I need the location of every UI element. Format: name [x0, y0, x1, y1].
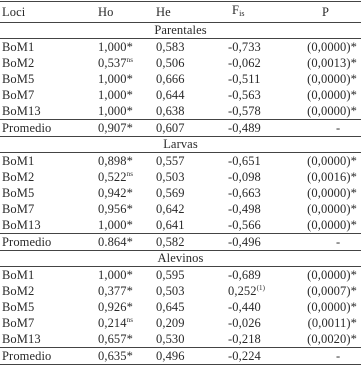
p-cell — [288, 331, 361, 348]
he-cell-value: 0,642 — [156, 202, 185, 216]
fis-cell — [208, 299, 288, 315]
average-p — [288, 348, 361, 365]
fis-cell — [208, 103, 288, 120]
p-cell-value: (0,0000)* — [307, 268, 357, 282]
fis-cell-value: -0,026 — [228, 316, 261, 330]
he-cell-value: 0,595 — [156, 268, 185, 282]
table-row — [0, 39, 361, 56]
he-cell-value: 0,641 — [156, 218, 185, 232]
header-he: He — [150, 2, 208, 23]
locus-cell — [0, 39, 82, 56]
ho-cell — [82, 299, 150, 315]
table-body — [0, 23, 361, 365]
p-cell — [288, 185, 361, 201]
average-ho-value: 0,635* — [98, 349, 133, 363]
locus-cell-value: BoM7 — [2, 202, 35, 216]
ho-cell-value: 1,000* — [98, 72, 133, 86]
p-cell-value: (0,0016)* — [307, 170, 357, 184]
he-cell — [150, 217, 208, 234]
average-he-value: 0,582 — [156, 235, 185, 249]
fis-cell-value: -0,663 — [228, 186, 261, 200]
ho-cell-value: 0,377* — [98, 284, 133, 298]
locus-cell-value: BoM1 — [2, 154, 35, 168]
locus-cell-value: BoM13 — [2, 218, 41, 232]
p-cell-value: (0,0000)* — [307, 300, 357, 314]
he-cell-value: 0,583 — [156, 40, 185, 54]
ho-cell — [82, 201, 150, 217]
locus-cell-value: BoM13 — [2, 104, 41, 118]
table-row — [0, 283, 361, 299]
average-p-value: - — [336, 121, 341, 135]
locus-cell — [0, 315, 82, 331]
he-cell-value: 0,666 — [156, 72, 185, 86]
fis-cell — [208, 39, 288, 56]
average-ho-value: 0.864* — [98, 235, 133, 249]
he-cell — [150, 185, 208, 201]
locus-cell — [0, 283, 82, 299]
p-cell — [288, 169, 361, 185]
he-cell-value: 0,503 — [156, 284, 185, 298]
p-cell-value: (0,0020)* — [307, 332, 357, 346]
ho-cell — [82, 87, 150, 103]
p-cell — [288, 39, 361, 56]
average-he-value: 0,496 — [156, 349, 185, 363]
table-row — [0, 315, 361, 331]
locus-cell — [0, 185, 82, 201]
ho-cell — [82, 39, 150, 56]
section-title: Alevinos — [0, 251, 361, 267]
ho-cell-superscript: ns — [126, 170, 134, 178]
header-fis — [208, 2, 288, 23]
fis-cell — [208, 283, 288, 299]
he-cell — [150, 283, 208, 299]
table-row — [0, 169, 361, 185]
average-fis — [208, 120, 288, 137]
ho-cell-value: 0,926* — [98, 300, 133, 314]
average-label-value: Promedio — [2, 349, 52, 363]
p-cell-value: (0,0000)* — [307, 40, 357, 54]
average-he — [150, 120, 208, 137]
section-header-row — [0, 23, 361, 39]
ho-cell-value: 0,522 — [98, 170, 127, 184]
fis-cell-value: -0,498 — [228, 202, 261, 216]
fis-cell — [208, 71, 288, 87]
he-cell-value: 0,645 — [156, 300, 185, 314]
he-cell — [150, 169, 208, 185]
table-row — [0, 299, 361, 315]
table-row — [0, 185, 361, 201]
he-cell — [150, 267, 208, 284]
p-cell — [288, 55, 361, 71]
average-fis-value: -0,489 — [228, 121, 261, 135]
p-cell — [288, 87, 361, 103]
locus-cell-value: BoM13 — [2, 332, 41, 346]
table-row — [0, 55, 361, 71]
ho-cell — [82, 283, 150, 299]
ho-cell-value: 0,898* — [98, 154, 133, 168]
average-p-value: - — [336, 235, 341, 249]
p-cell-value: (0,0000)* — [307, 186, 357, 200]
he-cell — [150, 201, 208, 217]
fis-cell — [208, 217, 288, 234]
p-cell — [288, 283, 361, 299]
he-cell — [150, 71, 208, 87]
table-row — [0, 103, 361, 120]
fis-cell-value: -0,578 — [228, 104, 261, 118]
fis-cell-value: -0,062 — [228, 56, 261, 70]
ho-cell-superscript: ns — [126, 316, 134, 324]
ho-cell-superscript: ns — [126, 56, 134, 64]
he-cell-value: 0,530 — [156, 332, 185, 346]
fis-cell-value: 0,252 — [228, 284, 257, 298]
p-cell-value: (0,0000)* — [307, 202, 357, 216]
average-label-value: Promedio — [2, 121, 52, 135]
fis-cell-value: -0,651 — [228, 154, 261, 168]
ho-cell-value: 0,956* — [98, 202, 133, 216]
p-cell — [288, 315, 361, 331]
fis-cell-value: -0,098 — [228, 170, 261, 184]
fis-cell-value: -0,689 — [228, 268, 261, 282]
he-cell-value: 0,638 — [156, 104, 185, 118]
fis-cell-value: -0,563 — [228, 88, 261, 102]
ho-cell-value: 0,657* — [98, 332, 133, 346]
p-cell-value: (0,0000)* — [307, 154, 357, 168]
average-label — [0, 120, 82, 137]
fis-cell — [208, 185, 288, 201]
ho-cell — [82, 315, 150, 331]
locus-cell-value: BoM5 — [2, 300, 35, 314]
he-cell — [150, 299, 208, 315]
average-p — [288, 234, 361, 251]
he-cell — [150, 153, 208, 170]
locus-cell — [0, 201, 82, 217]
he-cell-value: 0,506 — [156, 56, 185, 70]
he-cell-value: 0,503 — [156, 170, 185, 184]
p-cell — [288, 201, 361, 217]
table-row — [0, 331, 361, 348]
header-fis-main: F — [232, 3, 240, 17]
ho-cell — [82, 169, 150, 185]
section-title: Parentales — [0, 23, 361, 39]
p-cell-value: (0,0000)* — [307, 104, 357, 118]
section-header-row — [0, 137, 361, 153]
locus-cell — [0, 153, 82, 170]
p-cell-value: (0,0013)* — [307, 56, 357, 70]
he-cell — [150, 331, 208, 348]
locus-cell-value: BoM5 — [2, 72, 35, 86]
average-row — [0, 348, 361, 365]
locus-cell — [0, 55, 82, 71]
header-loci: Loci — [0, 2, 82, 23]
average-ho — [82, 234, 150, 251]
he-cell — [150, 87, 208, 103]
average-p — [288, 120, 361, 137]
he-cell-value: 0,644 — [156, 88, 185, 102]
fis-cell-value: -0,566 — [228, 218, 261, 232]
locus-cell — [0, 299, 82, 315]
ho-cell — [82, 71, 150, 87]
fis-cell — [208, 87, 288, 103]
locus-cell — [0, 71, 82, 87]
p-cell — [288, 217, 361, 234]
fis-cell — [208, 267, 288, 284]
fis-cell-superscript: (1) — [256, 284, 266, 292]
p-cell — [288, 71, 361, 87]
ho-cell-value: 0,214 — [98, 316, 127, 330]
p-cell-value: (0,0000)* — [307, 218, 357, 232]
average-fis — [208, 234, 288, 251]
header-fis-subscript: is — [239, 9, 245, 18]
table-row — [0, 71, 361, 87]
fis-cell — [208, 55, 288, 71]
loci-statistics-table — [0, 1, 361, 365]
average-row — [0, 234, 361, 251]
he-cell-value: 0,209 — [156, 316, 185, 330]
locus-cell — [0, 217, 82, 234]
p-cell — [288, 299, 361, 315]
locus-cell-value: BoM2 — [2, 56, 35, 70]
locus-cell-value: BoM1 — [2, 40, 35, 54]
locus-cell-value: BoM1 — [2, 268, 35, 282]
average-label-value: Promedio — [2, 235, 52, 249]
fis-cell — [208, 331, 288, 348]
ho-cell — [82, 267, 150, 284]
table-header-row — [0, 2, 361, 23]
average-ho — [82, 348, 150, 365]
average-label — [0, 234, 82, 251]
locus-cell-value: BoM2 — [2, 284, 35, 298]
ho-cell — [82, 55, 150, 71]
table-row — [0, 217, 361, 234]
header-p: P — [288, 2, 361, 23]
ho-cell-value: 1,000* — [98, 40, 133, 54]
p-cell-value: (0,0007)* — [307, 284, 357, 298]
average-he — [150, 348, 208, 365]
ho-cell — [82, 185, 150, 201]
he-cell — [150, 103, 208, 120]
fis-cell-value: -0,218 — [228, 332, 261, 346]
he-cell-value: 0,569 — [156, 186, 185, 200]
ho-cell — [82, 103, 150, 120]
locus-cell-value: BoM5 — [2, 186, 35, 200]
locus-cell — [0, 169, 82, 185]
fis-cell-value: -0,733 — [228, 40, 261, 54]
p-cell — [288, 103, 361, 120]
he-cell — [150, 55, 208, 71]
locus-cell-value: BoM7 — [2, 316, 35, 330]
ho-cell — [82, 217, 150, 234]
p-cell — [288, 153, 361, 170]
average-he — [150, 234, 208, 251]
he-cell-value: 0,557 — [156, 154, 185, 168]
p-cell-value: (0,0000)* — [307, 72, 357, 86]
average-he-value: 0,607 — [156, 121, 185, 135]
average-fis-value: -0,496 — [228, 235, 261, 249]
fis-cell — [208, 153, 288, 170]
average-row — [0, 120, 361, 137]
section-header-row — [0, 251, 361, 267]
ho-cell-value: 1,000* — [98, 218, 133, 232]
he-cell — [150, 315, 208, 331]
locus-cell — [0, 331, 82, 348]
average-fis — [208, 348, 288, 365]
ho-cell — [82, 331, 150, 348]
p-cell-value: (0,0000)* — [307, 88, 357, 102]
he-cell — [150, 39, 208, 56]
table-row — [0, 87, 361, 103]
average-fis-value: -0,224 — [228, 349, 261, 363]
average-label — [0, 348, 82, 365]
average-p-value: - — [336, 349, 341, 363]
locus-cell — [0, 103, 82, 120]
ho-cell-value: 0,942* — [98, 186, 133, 200]
ho-cell-value: 1,000* — [98, 88, 133, 102]
fis-cell — [208, 169, 288, 185]
p-cell-value: (0,0011)* — [307, 316, 357, 330]
ho-cell-value: 1,000* — [98, 104, 133, 118]
ho-cell — [82, 153, 150, 170]
ho-cell-value: 0,537 — [98, 56, 127, 70]
header-ho: Ho — [82, 2, 150, 23]
table-row — [0, 267, 361, 284]
fis-cell — [208, 201, 288, 217]
table-row — [0, 153, 361, 170]
locus-cell-value: BoM2 — [2, 170, 35, 184]
ho-cell-value: 1,000* — [98, 268, 133, 282]
p-cell — [288, 267, 361, 284]
average-ho-value: 0,907* — [98, 121, 133, 135]
locus-cell — [0, 267, 82, 284]
section-title: Larvas — [0, 137, 361, 153]
locus-cell-value: BoM7 — [2, 88, 35, 102]
fis-cell — [208, 315, 288, 331]
fis-cell-value: -0,440 — [228, 300, 261, 314]
average-ho — [82, 120, 150, 137]
fis-cell-value: -0,511 — [228, 72, 261, 86]
table-row — [0, 201, 361, 217]
locus-cell — [0, 87, 82, 103]
